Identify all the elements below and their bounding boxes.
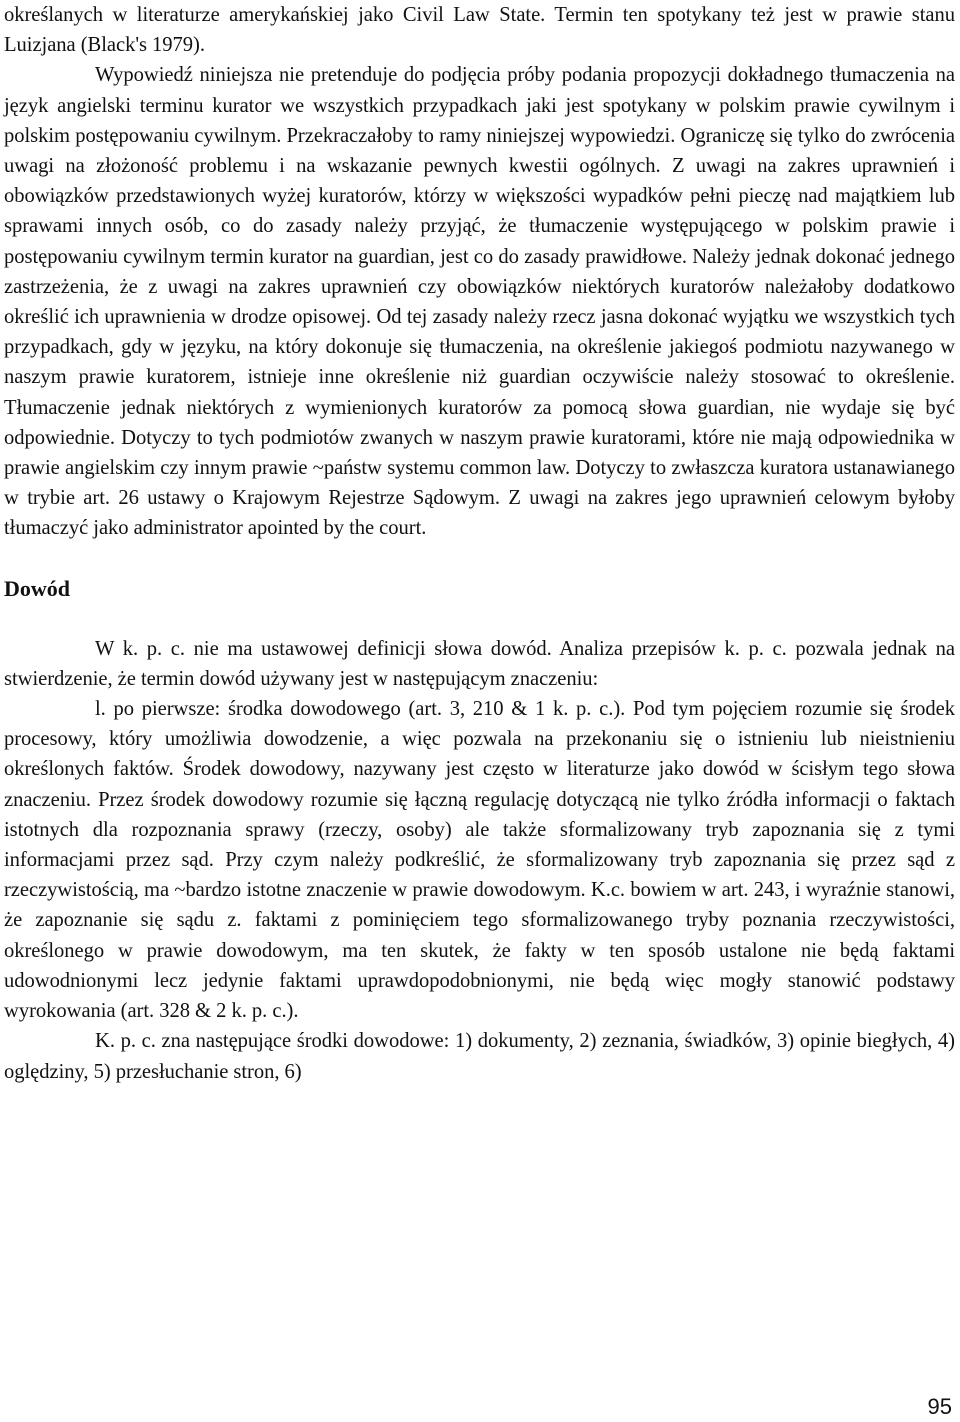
paragraph-srodki-list: K. p. c. zna następujące środki dowodowe: 1) dokumenty, 2) zeznania, świadków, 3) opinie biegłych, 4) oględziny, 5) przesłuchanie stron, 6): [4, 1030, 955, 1083]
paragraph-srodek-dowodowy: l. po pierwsze: środka dowodowego (art. 3, 210 & 1 k. p. c.). Pod tym pojęciem rozumie się środek procesowy, który umożliwia dowodzenie, a więc pozwala na przekonaniu się o istnieniu lub nieistnieniu określonych faktów. Środek dowodowy, nazywany jest często w literaturze jako dowód w ścisłym tego słowa znaczeniu. Przez środek dowodowy rozumie się łączną regulację dotyczącą nie tylko źródła informacji o faktach istotnych dla rozpoznania sprawy (rzeczy, osoby) ale także sformalizowany tryb zapoznania się z tymi informacjami przez sąd. Przy czym należy podkreślić, że sformalizowany tryb zapoznania się przez sąd z rzeczywistością, ma ~bardzo istotne znaczenie w prawie dowodowym. K.c. bowiem w art. 243, i wyraźnie stanowi, że zapoznanie się sądu z. faktami z pominięciem tego sformalizowanego tryby poznania rzeczywistości, określonego w prawie dowodowym, ma ten skutek, że fakty w ten sposób ustalone nie będą faktami udowodnionymi lecz jedynie faktami uprawdopodobnionymi, nie będą więc mogły stanowić podstawy wyrokowania (art. 328 & 2 k. p. c.).: [4, 698, 955, 1023]
page-number: 95: [927, 1394, 952, 1419]
paragraph-kurator-translation: Wypowiedź niniejsza nie pretenduje do podjęcia próby podania propozycji dokładnego tłumaczenia na język angielski terminu kurator we wszystkich przypadkach jaki jest spotykany w polskim prawie cywilnym i polskim postępowaniu cywilnym. Przekraczałoby to ramy niniejszej wypowiedzi. Ograniczę się tylko do zwrócenia uwagi na złożoność problemu i na wskazanie pewnych kwestii ogólnych. Z uwagi na zakres uprawnień i obowiązków przedstawionych wyżej kuratorów, którzy w większości wypadków pełni pieczę nad majątkiem lub sprawami innych osób, co do zasady należy przyjąć, że tłumaczenie występującego w polskim prawie i postępowaniu cywilnym termin kurator na guardian, jest co do zasady prawidłowe. Należy jednak dokonać jednego zastrzeżenia, że z uwagi na zakres uprawnień czy obowiązków niektórych kuratorów należałoby dodatkowo określić ich uprawnienia w drodze opisowej. Od tej zasady należy rzecz jasna dokonać wyjątku we wszystkich tych przypadkach, gdy w języku, na który dokonuje się tłumaczenia, na określenie jakiegoś podmiotu nazywanego w naszym prawie kuratorem, istnieje inne określenie niż guardian oczywiście należy stosować to określenie. Tłumaczenie jednak niektórych z wymienionych kuratorów za pomocą słowa guardian, nie wydaje się być odpowiednie. Dotyczy to tych podmiotów zwanych w naszym prawie kuratorami, które nie mają odpowiednika w prawie angielskim czy innym prawie ~państw systemu common law. Dotyczy to zwłaszcza kuratora ustanawianego w trybie art. 26 ustawy o Krajowym Rejestrze Sądowym. Z uwagi na zakres jego uprawnień celowym byłoby tłumaczyć jako administrator apointed by the court.: [4, 64, 955, 540]
section-heading: Dowód: [4, 575, 71, 601]
paragraph-dowod-definition: W k. p. c. nie ma ustawowej definicji słowa dowód. Analiza przepisów k. p. c. pozwala jednak na stwierdzenie, że termin dowód używany jest w następującym znaczeniu:: [4, 637, 955, 690]
document-page: [4, 0, 955, 1087]
paragraph-continuation: określanych w literaturze amerykańskiej jako Civil Law State. Termin ten spotykany też jest w prawie stanu Luizjana (Black's 1979).: [4, 4, 955, 57]
